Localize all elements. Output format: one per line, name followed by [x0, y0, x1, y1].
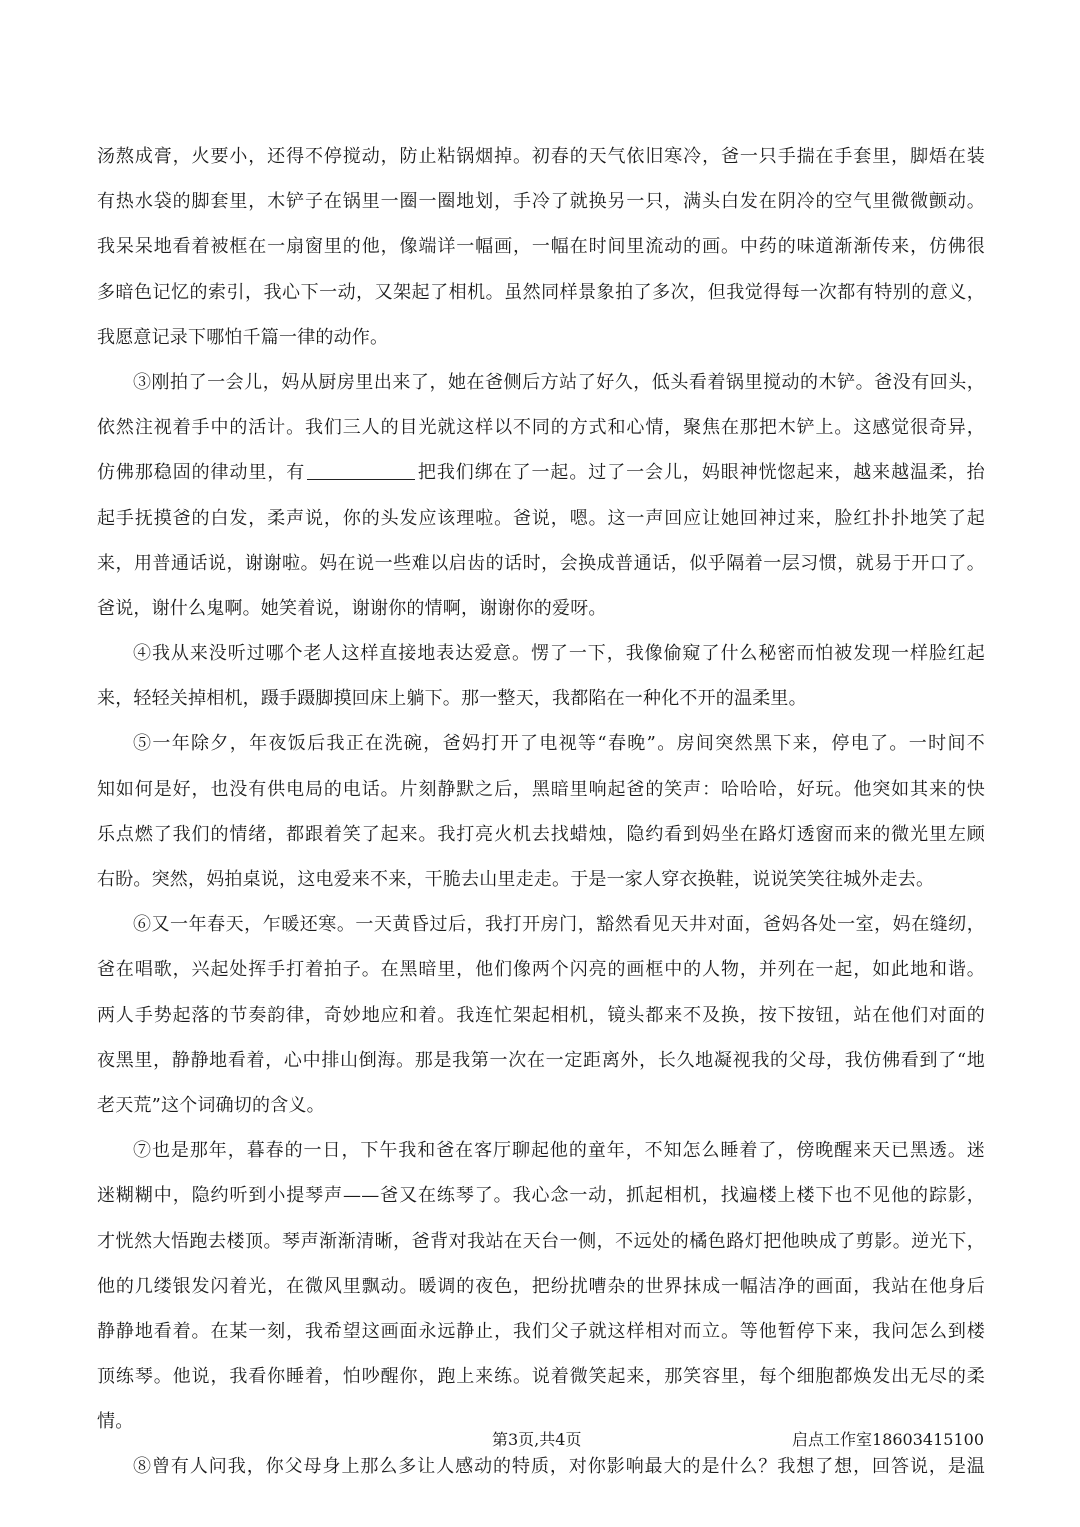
text-line: 汤熬成膏，火要小，还得不停搅动，防止粘锅烟掉。初春的天气依旧寒冷，爸一只手揣在手套里，脚焐在装 — [97, 146, 985, 167]
text-line: 老天荒”这个词确切的含义。 — [97, 1094, 325, 1116]
text-line: 右盼。突然，妈拍桌说，这电爱来不来，干脆去山里走走。于是一家人穿衣换鞋，说说笑笑往城外走去。 — [97, 869, 935, 890]
text-line: 迷糊糊中，隐约听到小提琴声——爸又在练琴了。我心念一动，抓起相机，找遍楼上楼下也不见他的踪影， — [97, 1185, 985, 1207]
fill-in-blank — [307, 461, 415, 480]
text-line: ③刚拍了一会儿，妈从厨房里出来了，她在爸侧后方站了好久，低头看着锅里搅动的木铲。爸没有回头， — [133, 371, 985, 393]
text-line: 知如何是好，也没有供电局的电话。片刻静默之后，黑暗里响起爸的笑声：哈哈哈，好玩。他突如其来的快 — [97, 778, 985, 800]
text-line: 来，轻轻关掉相机，蹑手蹑脚摸回床上躺下。那一整天，我都陷在一种化不开的温柔里。 — [97, 688, 807, 710]
text-line: 我愿意记录下哪怕千篇一律的动作。 — [97, 326, 389, 348]
text-line: ⑧曾有人问我，你父母身上那么多让人感动的特质，对你影响最大的是什么？我想了想，回答说，是温 — [133, 1456, 985, 1478]
body-text — [97, 134, 985, 1490]
text-line: ④我从来没听过哪个老人这样直接地表达爱意。愣了一下，我像偷窥了什么秘密而怕被发现一样脸红起 — [133, 643, 985, 665]
text-line: 顶练琴。他说，我看你睡着，怕吵醒你，跑上来练。说着微笑起来，那笑容里，每个细胞都焕发出无尽的柔 — [97, 1366, 985, 1388]
text-line: 有热水袋的脚套里，木铲子在锅里一圈一圈地划，手冷了就换另一只，满头白发在阴冷的空气里微微颤动。 — [97, 191, 985, 213]
text-line: 爸在唱歌，兴起处挥手打着拍子。在黑暗里，他们像两个闪亮的画框中的人物，并列在一起，如此地和谐。 — [97, 959, 985, 981]
text-line: 起手抚摸爸的白发，柔声说，你的头发应该理啦。爸说，嗯。这一声回应让她回神过来，脸红扑扑地笑了起 — [97, 507, 985, 529]
text-line: 两人手势起落的节奏韵律，奇妙地应和着。我连忙架起相机，镜头都来不及换，按下按钮，站在他们对面的 — [97, 1004, 985, 1026]
text-line: 情。 — [97, 1411, 134, 1433]
text-line — [97, 450, 985, 495]
text-segment: 把我们绑在了一起。过了一会儿，妈眼神恍惚起来，越来越温柔，抬 — [417, 462, 986, 484]
text-line: 他的几缕银发闪着光，在微风里飘动。暖调的夜色，把纷扰嘈杂的世界抹成一幅洁净的画面，我站在他身后 — [97, 1275, 985, 1297]
text-line: ⑤一年除夕，年夜饭后我正在洗碗，爸妈打开了电视等“春晚”。房间突然黑下来，停电了。一时间不 — [133, 733, 985, 755]
text-line: 夜黑里，静静地看着，心中排山倒海。那是我第一次在一定距离外，长久地凝视我的父母，我仿佛看到了“地 — [97, 1049, 985, 1071]
text-line: ⑦也是那年，暮春的一日，下午我和爸在客厅聊起他的童年，不知怎么睡着了，傍晚醒来天已黑透。迷 — [133, 1140, 985, 1162]
text-line: 来，用普通话说，谢谢啦。妈在说一些难以启齿的话时，会换成普通话，似乎隔着一层习惯，就易于开口了。 — [97, 552, 985, 574]
page-footer — [0, 1425, 1080, 1455]
text-line: ⑥又一年春天，乍暖还寒。一天黄昏过后，我打开房门，豁然看见天井对面，爸妈各处一室，妈在缝纫， — [133, 914, 985, 936]
text-line: 我呆呆地看着被框在一扇窗里的他，像端详一幅画，一幅在时间里流动的画。中药的味道渐渐传来，仿佛很 — [97, 236, 985, 258]
text-line: 乐点燃了我们的情绪，都跟着笑了起来。我打亮火机去找蜡烛，隐约看到妈坐在路灯透窗而来的微光里左顾 — [97, 823, 985, 845]
page-number: 第3页,共4页 — [492, 1430, 582, 1449]
text-segment: 仿佛那稳固的律动里，有 — [97, 462, 306, 484]
studio-contact: 启点工作室18603415100 — [792, 1430, 984, 1449]
text-line: 静静地看着。在某一刻，我希望这画面永远静止，我们父子就这样相对而立。等他暂停下来，我问怎么到楼 — [97, 1320, 985, 1342]
text-line: 多暗色记忆的索引，我心下一动，又架起了相机。虽然同样景象拍了多次，但我觉得每一次都有特别的意义， — [97, 281, 985, 303]
text-line: 才恍然大悟跑去楼顶。琴声渐渐清晰，爸背对我站在天台一侧，不远处的橘色路灯把他映成了剪影。逆光下， — [97, 1230, 985, 1252]
text-line: 依然注视着手中的活计。我们三人的目光就这样以不同的方式和心情，聚焦在那把木铲上。这感觉很奇异， — [97, 417, 985, 439]
text-line: 爸说，谢什么鬼啊。她笑着说，谢谢你的情啊，谢谢你的爱呀。 — [97, 597, 607, 619]
